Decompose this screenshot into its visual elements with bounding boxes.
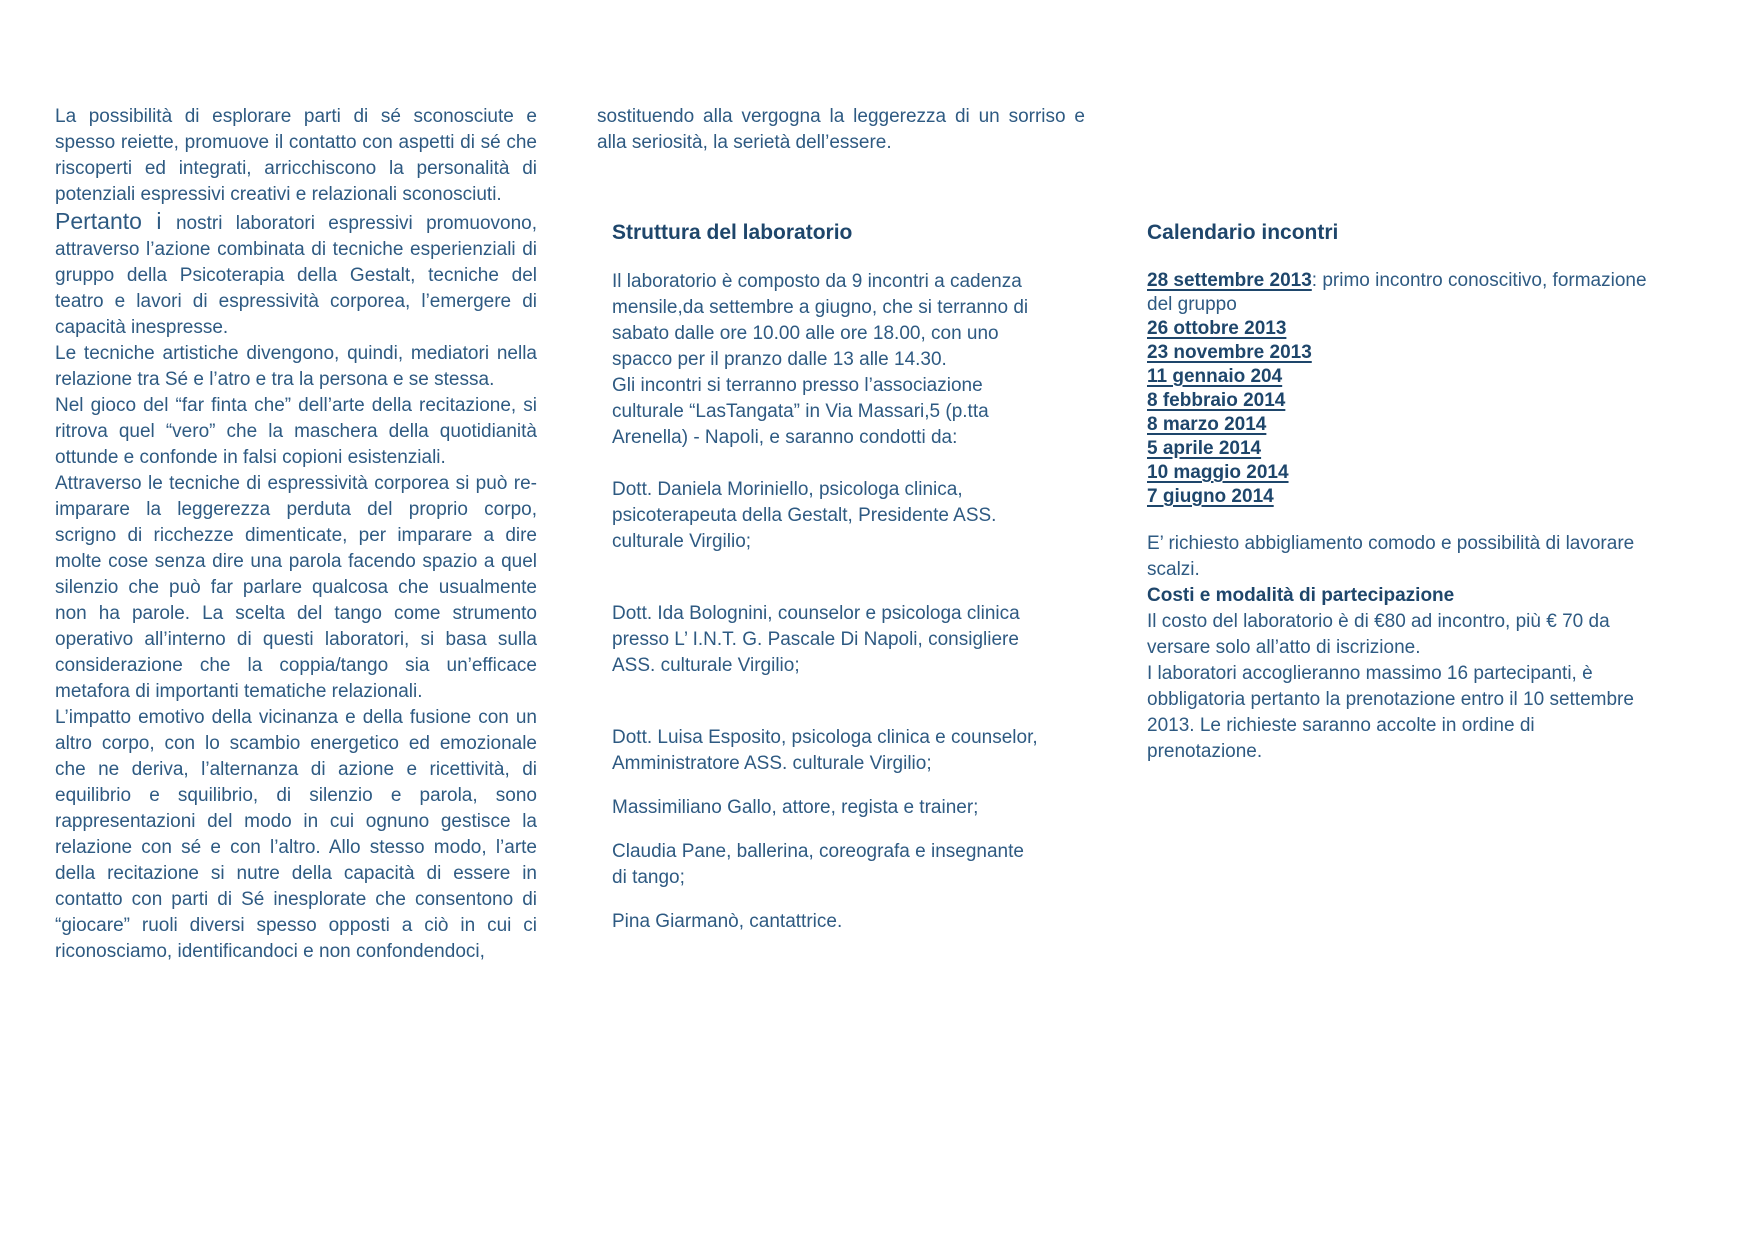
calendar-date: 8 febbraio 2014 <box>1147 390 1286 411</box>
calendar-date-text: 28 settembre 2013 <box>1147 270 1312 291</box>
calendar-date: 8 marzo 2014 <box>1147 414 1267 435</box>
costs-title: Costi e modalità di partecipazione <box>1147 585 1455 606</box>
continuation-paragraph: sostituendo alla vergogna la leggerezza di un sorriso e alla seriosità, la serietà dell’essere. <box>597 106 1085 153</box>
calendar-date-first <box>1147 269 1647 317</box>
calendar-date: 11 gennaio 204 <box>1147 366 1283 387</box>
calendar-date: 26 ottobre 2013 <box>1147 318 1287 339</box>
right-column <box>1147 220 1647 765</box>
intro-paragraph-3: Le tecniche artistiche divengono, quindi, mediatori nella relazione tra Sé e l’atro e tra la persona e se stessa. <box>55 343 537 390</box>
calendar-dates <box>1147 269 1647 509</box>
calendar-date-description: : primo incontro conoscitivo, formazione del gruppo <box>1147 270 1647 315</box>
struttura-paragraph-1: Il laboratorio è composto da 9 incontri a cadenza mensile,da settembre a giugno, che si terranno di sabato dalle ore 10.00 alle ore 18.00, con uno spacco per il pranzo dalle 13 alle 14.30. <box>612 271 1029 370</box>
intro-paragraph-1: La possibilità di esplorare parti di sé sconosciute e spesso reiette, promuove il contatto con aspetti di sé che riscoperti ed integrati, arricchiscono la personalità di potenziali espressivi creativi e relazionali sconosciuti. <box>55 106 537 205</box>
middle-column-continuation <box>597 104 1085 156</box>
struttura-paragraph-2: Gli incontri si terranno presso l’associazione culturale “LasTangata” in Via Massari,5 (p.tta Arenella) - Napoli, e saranno condotti da: <box>612 375 989 448</box>
calendar-date: 10 maggio 2014 <box>1147 462 1289 483</box>
calendar-date: 7 giugno 2014 <box>1147 486 1274 507</box>
staff-item: Massimiliano Gallo, attore, regista e trainer; <box>612 797 979 818</box>
intro-paragraph-2 <box>55 208 537 341</box>
staff-item: Dott. Luisa Esposito, psicologa clinica e counselor, Amministratore ASS. culturale Virgilio; <box>612 727 1038 774</box>
costs-paragraph-2: I laboratori accoglieranno massimo 16 partecipanti, è obbligatoria pertanto la prenotazione entro il 10 settembre 2013. Le richieste saranno accolte in ordine di prenotazione. <box>1147 663 1634 762</box>
pertanto-lead-text: Pertanto i <box>55 208 176 234</box>
staff-item: Pina Giarmanò, cantattrice. <box>612 911 843 932</box>
middle-column <box>612 220 1042 935</box>
clothing-note: E’ richiesto abbigliamento comodo e possibilità di lavorare scalzi. <box>1147 533 1635 580</box>
pertanto-rest-text: nostri laboratori espressivi promuovono, attraverso l’azione combinata di tecniche esperienziali di gruppo della Psicoterapia della Gestalt, tecniche del teatro e lavori di espressività corporea, l’emergere di capacità inespresse. <box>55 213 537 338</box>
left-column <box>55 104 537 965</box>
calendar-date: 23 novembre 2013 <box>1147 342 1312 363</box>
calendar-date: 5 aprile 2014 <box>1147 438 1262 459</box>
staff-item: Dott. Ida Bolognini, counselor e psicologa clinica presso L’ I.N.T. G. Pascale Di Napoli, consigliere ASS. culturale Virgilio; <box>612 603 1020 676</box>
intro-paragraph-5: Attraverso le tecniche di espressività corporea si può re-imparare la leggerezza perduta del proprio corpo, scrigno di ricchezze dimenticate, per imparare a dire molte cose senza dire una parola facendo spazio a quel silenzio che può far parlare qualcosa che usualmente non ha parole. La scelta del tango come strumento operativo all’interno di questi laboratori, si basa sulla considerazione che la coppia/tango sia un’efficace metafora di importanti tematiche relazionali. <box>55 473 537 702</box>
staff-item: Claudia Pane, ballerina, coreografa e insegnante di tango; <box>612 841 1024 888</box>
section-title-calendario: Calendario incontri <box>1147 221 1339 244</box>
staff-list <box>612 477 1042 935</box>
costs-paragraph-1: Il costo del laboratorio è di €80 ad incontro, più € 70 da versare solo all’atto di iscrizione. <box>1147 611 1610 658</box>
intro-paragraph-6: L’impatto emotivo della vicinanza e della fusione con un altro corpo, con lo scambio energetico ed emozionale che ne deriva, l’alternanza di azione e ricettività, di equilibrio e squilibrio, di silenzio e parola, sono rappresentazioni del modo in cui ognuno gestisce la relazione con sé e con l’altro. Allo stesso modo, l’arte della recitazione si nutre della capacità di essere in contatto con parti di Sé inesplorate che consentono di “giocare” ruoli diversi spesso opposti a ciò in cui ci riconosciamo, identificandoci e non confondendoci, <box>55 707 537 962</box>
staff-item: Dott. Daniela Moriniello, psicologa clinica, psicoterapeuta della Gestalt, Presidente ASS. culturale Virgilio; <box>612 479 997 552</box>
intro-paragraph-4: Nel gioco del “far finta che” dell’arte della recitazione, si ritrova quel “vero” che la maschera della quotidianità ottunde e confonde in falsi copioni esistenziali. <box>55 395 537 468</box>
section-title-struttura: Struttura del laboratorio <box>612 221 853 244</box>
